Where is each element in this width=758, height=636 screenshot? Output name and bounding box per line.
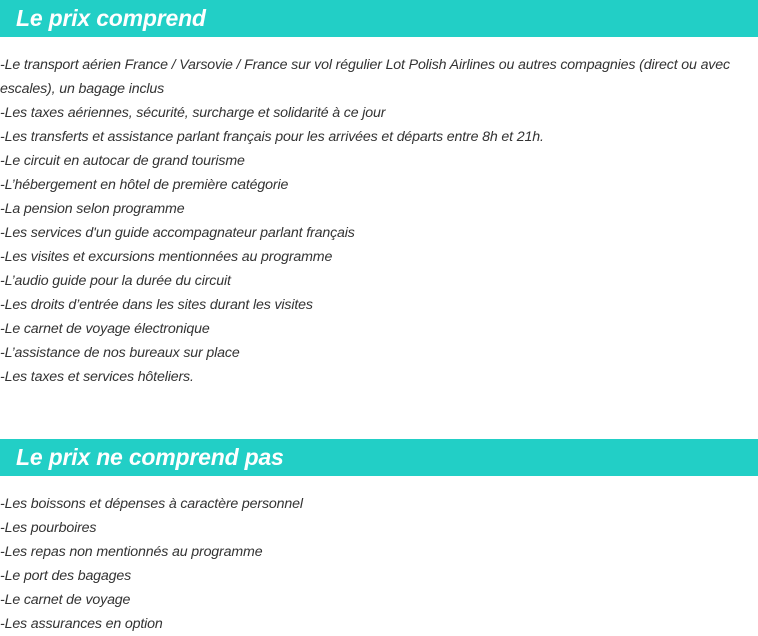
list-item: -Les visites et excursions mentionnées au programme — [0, 249, 333, 265]
list-item: -Les repas non mentionnés au programme — [0, 544, 263, 560]
price-excludes-header — [0, 439, 758, 476]
price-includes-title: Le prix comprend — [16, 5, 206, 31]
list-item: -Le transport aérien France / Varsovie / France sur vol régulier Lot Polish Airlines ou autres compagnies (direct ou avec escales), un bagage inclus — [0, 57, 730, 97]
list-item: -L’audio guide pour la durée du circuit — [0, 273, 231, 289]
list-item: -Les boissons et dépenses à caractère personnel — [0, 496, 303, 512]
list-item: -Le port des bagages — [0, 568, 132, 584]
list-item: -Le circuit en autocar de grand tourisme — [0, 153, 245, 169]
price-excludes-list — [0, 492, 758, 636]
list-item: -L’hébergement en hôtel de première catégorie — [0, 177, 289, 193]
list-item: -Les transferts et assistance parlant français pour les arrivées et départs entre 8h et 21h. — [0, 129, 544, 145]
list-item: -Les assurances en option — [0, 616, 163, 632]
list-item: -L’assistance de nos bureaux sur place — [0, 345, 240, 361]
price-includes-header — [0, 0, 758, 37]
list-item: -Les taxes et services hôteliers. — [0, 369, 194, 385]
list-item: -Les droits d’entrée dans les sites durant les visites — [0, 297, 313, 313]
price-excludes-title: Le prix ne comprend pas — [16, 444, 284, 470]
list-item: -La pension selon programme — [0, 201, 185, 217]
list-item: -Les pourboires — [0, 520, 97, 536]
list-item: -Les taxes aériennes, sécurité, surcharge et solidarité à ce jour — [0, 105, 386, 121]
list-item: -Le carnet de voyage électronique — [0, 321, 210, 337]
list-item: -Le carnet de voyage — [0, 592, 131, 608]
price-includes-list — [0, 53, 758, 389]
list-item: -Les services d'un guide accompagnateur parlant français — [0, 225, 355, 241]
